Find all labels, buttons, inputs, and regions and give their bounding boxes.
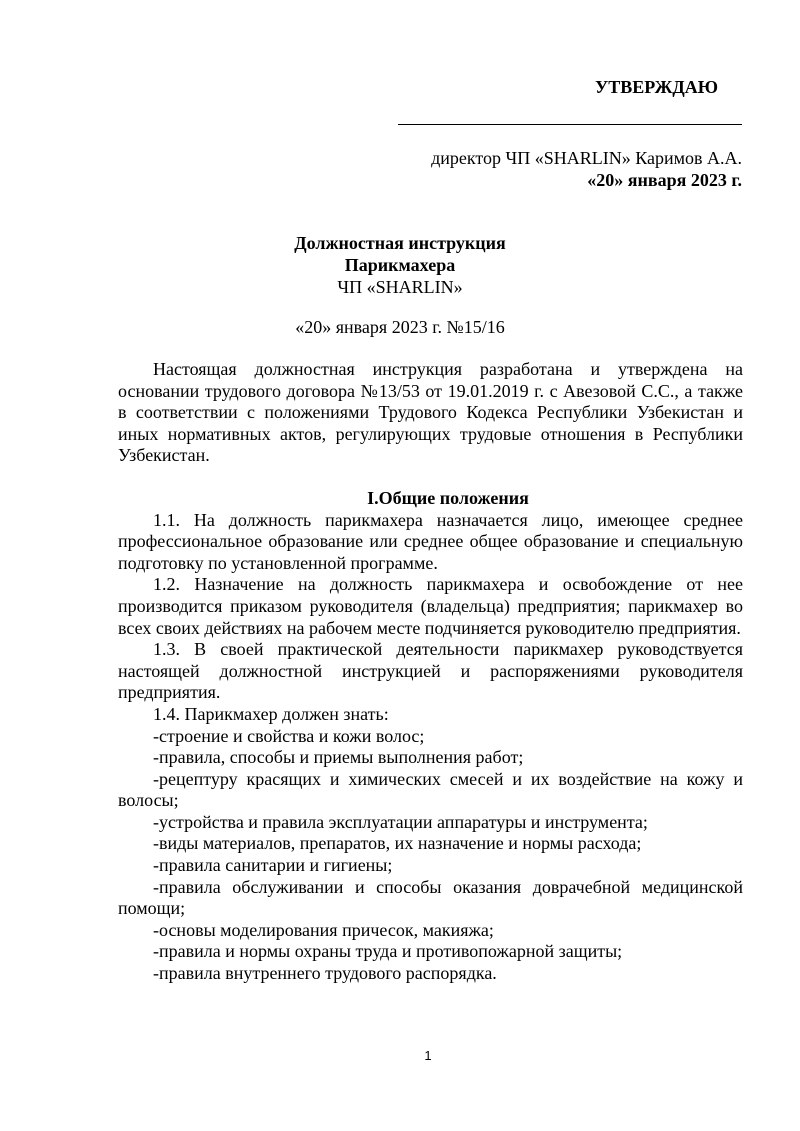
list-item: -правила, способы и приемы выполнения работ; <box>153 747 524 768</box>
document-body <box>118 359 743 985</box>
list-item: -устройства и правила эксплуатации аппаратуры и инструмента; <box>153 811 648 832</box>
intro-paragraph: Настоящая должностная инструкция разработана и утверждена на основании трудового договора №13/53 от 19.01.2019 г. с Авезовой С.С., а также в соответствии с положениями Трудового Кодекса Республики Узбекистан и иных нормативных актов, регулирующих трудовые отношения в Республики Узбекистан. <box>118 359 743 466</box>
signature-line <box>398 124 742 125</box>
document-date-number: «20» января 2023 г. №15/16 <box>295 317 505 337</box>
approval-title: УТВЕРЖДАЮ <box>595 77 719 97</box>
list-item: -основы моделирования причесок, макияжа; <box>153 919 494 940</box>
section-title: I.Общие положения <box>367 487 529 508</box>
approver-name: директор ЧП «SHARLIN» Каримов А.А. <box>431 148 742 168</box>
document-title: Должностная инструкция <box>294 233 506 253</box>
company-name: ЧП «SHARLIN» <box>337 277 463 297</box>
position-title: Парикмахера <box>344 255 456 275</box>
paragraph: 1.2. Назначение на должность парикмахера и освобождение от нее производится приказом руководителя (владельца) предприятия; парикмахер во всех своих действиях на рабочем месте подчиняется руководителю предприятия. <box>118 574 743 638</box>
list-item: -виды материалов, препаратов, их назначение и нормы расхода; <box>153 833 642 854</box>
document-heading <box>57 232 743 298</box>
list-item: -рецептуру красящих и химических смесей и их воздействие на кожу и волосы; <box>118 768 743 811</box>
approval-date: «20» января 2023 г. <box>587 170 742 190</box>
list-item: -правила и нормы охраны труда и противопожарной защиты; <box>153 941 623 962</box>
paragraph: 1.1. На должность парикмахера назначается лицо, имеющее среднее профессиональное образование или среднее общее образование и специальную подготовку по установленной программе. <box>118 509 743 573</box>
paragraph: 1.3. В своей практической деятельности парикмахер руководствуется настоящей должностной инструкцией и распоряжениями руководителя предприятия. <box>118 639 743 703</box>
list-item: -правила обслуживании и способы оказания доврачебной медицинской помощи; <box>118 876 743 919</box>
paragraph: 1.4. Парикмахер должен знать: <box>153 703 389 724</box>
list-item: -строение и свойства и кожи волос; <box>153 725 425 746</box>
list-item: -правила внутреннего трудового распорядка. <box>153 963 497 984</box>
list-item: -правила санитарии и гигиены; <box>153 855 393 876</box>
page-number: 1 <box>424 1048 432 1063</box>
